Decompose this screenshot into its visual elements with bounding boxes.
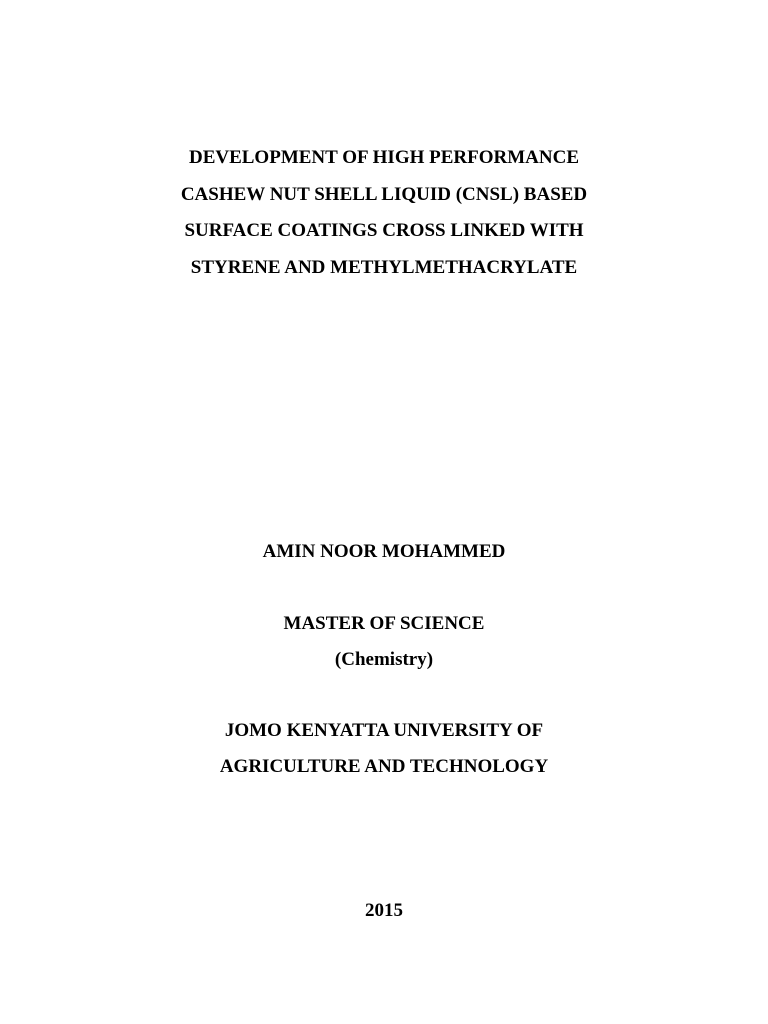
university-name-line: AGRICULTURE AND TECHNOLOGY	[219, 756, 549, 777]
thesis-title-line: STYRENE AND METHYLMETHACRYLATE	[190, 257, 578, 278]
degree-name: MASTER OF SCIENCE	[283, 613, 485, 634]
thesis-title-line: DEVELOPMENT OF HIGH PERFORMANCE	[188, 147, 580, 168]
degree-field: (Chemistry)	[334, 649, 434, 670]
author-name: AMIN NOOR MOHAMMED	[262, 541, 506, 562]
university-name-line: JOMO KENYATTA UNIVERSITY OF	[224, 720, 544, 741]
thesis-title-line: SURFACE COATINGS CROSS LINKED WITH	[184, 220, 584, 241]
submission-year: 2015	[365, 900, 403, 921]
thesis-title-line: CASHEW NUT SHELL LIQUID (CNSL) BASED	[180, 184, 588, 205]
